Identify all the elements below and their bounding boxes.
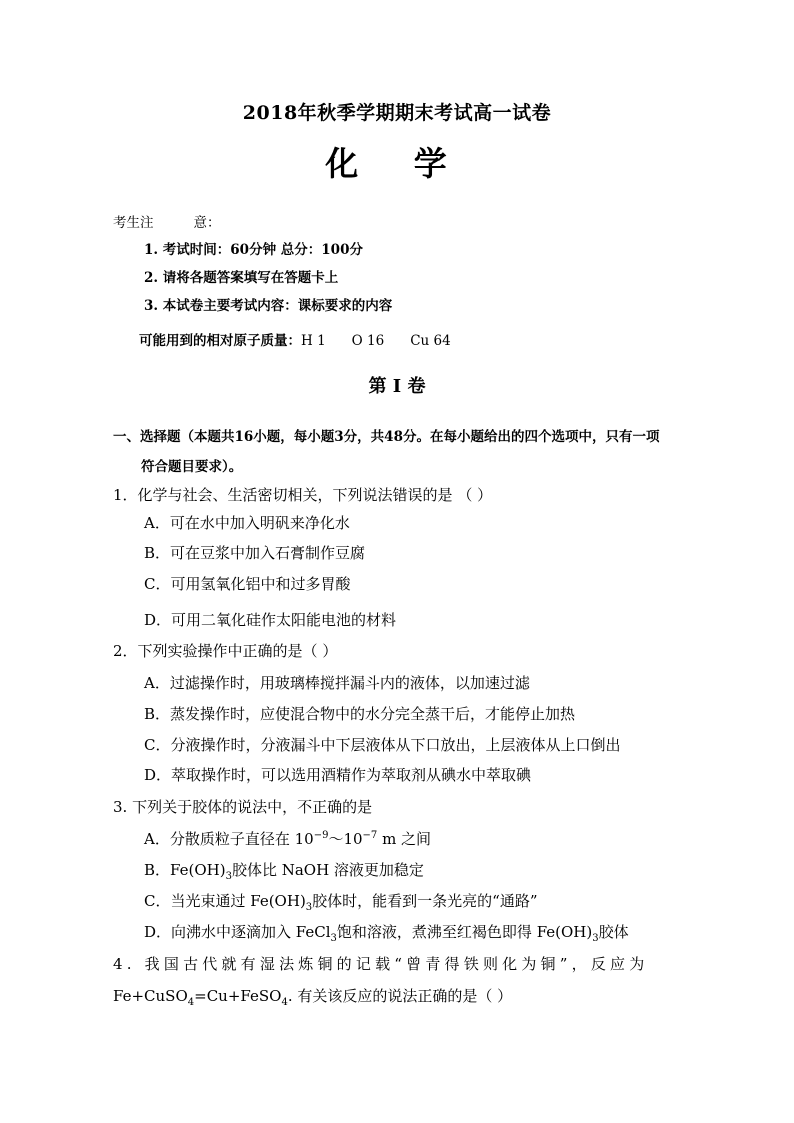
q3a-exponent-2: −7 bbox=[362, 830, 378, 841]
q3a-text-post: m 之间 bbox=[377, 830, 432, 848]
question-1-stem: 1．化学与社会、生活密切相关，下列说法错误的是 （ ） bbox=[113, 486, 493, 504]
q3d-text-post: 胶体 bbox=[598, 923, 629, 941]
q3d-text-pre: D．向沸水中逐滴加入 FeCl bbox=[144, 923, 331, 941]
note-item-time: 1. 考试时间：60分钟 总分：100分 bbox=[144, 242, 363, 258]
q3c-subscript: 3 bbox=[305, 902, 313, 913]
q4-eq-post: . 有关该反应的说法正确的是（ ） bbox=[287, 987, 513, 1005]
q4-eq-subscript-1: 4 bbox=[187, 997, 195, 1008]
section-title: 第 I 卷 bbox=[368, 376, 426, 397]
q3b-text-pre: B．Fe(OH) bbox=[144, 861, 226, 879]
atomic-mass-o: O 16 bbox=[351, 333, 385, 349]
q4-eq-subscript-2: 4 bbox=[281, 997, 288, 1008]
atomic-mass-h: H 1 bbox=[301, 333, 326, 349]
question-3-stem: 3. 下列关于胶体的说法中，不正确的是 bbox=[113, 798, 373, 816]
atomic-mass-line bbox=[139, 329, 477, 349]
q4-eq-mid: =Cu+FeSO bbox=[194, 987, 282, 1005]
q3d-subscript-1: 3 bbox=[330, 933, 337, 944]
question-3-option-b bbox=[144, 859, 424, 882]
question-1-option-c: C．可用氢氧化铝中和过多胃酸 bbox=[144, 575, 351, 593]
question-2-option-b: B．蒸发操作时，应使混合物中的水分完全蒸干后，才能停止加热 bbox=[144, 705, 576, 723]
atomic-mass-label: 可能用到的相对原子质量： bbox=[139, 333, 301, 349]
subject-title: 化 学 bbox=[325, 144, 469, 183]
question-4-stem-line2 bbox=[113, 985, 512, 1008]
question-2-option-d: D．萃取操作时，可以选用酒精作为萃取剂从碘水中萃取碘 bbox=[144, 766, 532, 784]
question-3-option-a bbox=[144, 828, 431, 849]
question-2-option-c: C．分液操作时，分液漏斗中下层液体从下口放出，上层液体从上口倒出 bbox=[144, 736, 621, 754]
q3c-text-pre: C．当光束通过 Fe(OH) bbox=[144, 892, 306, 910]
q3a-exponent-1: −9 bbox=[313, 830, 329, 841]
question-1-option-a: A．可在水中加入明矾来净化水 bbox=[144, 514, 350, 532]
q3a-text-mid: ～10 bbox=[328, 830, 363, 848]
section-instruction-line2: 符合题目要求）。 bbox=[141, 459, 243, 475]
section-instruction-line1: 一、选择题（本题共16小题，每小题3分，共48分。在每小题给出的四个选项中，只有一项 bbox=[113, 429, 660, 445]
q4-eq-pre: Fe+CuSO bbox=[113, 987, 188, 1005]
q3a-text-pre: A．分散质粒子直径在 10 bbox=[144, 830, 314, 848]
question-1-option-d: D．可用二氧化硅作太阳能电池的材料 bbox=[144, 611, 397, 629]
question-3-option-c bbox=[144, 890, 538, 913]
notes-label-b: 意： bbox=[193, 215, 221, 231]
question-1-option-b: B．可在豆浆中加入石膏制作豆腐 bbox=[144, 544, 366, 562]
notes-label bbox=[113, 211, 221, 231]
q3c-text-post: 胶体时，能看到一条光亮的“通路” bbox=[312, 892, 538, 910]
q3d-subscript-2: 3 bbox=[592, 933, 599, 944]
question-2-option-a: A．过滤操作时，用玻璃棒搅拌漏斗内的液体，以加速过滤 bbox=[144, 674, 530, 692]
question-2-stem: 2．下列实验操作中正确的是（ ） bbox=[113, 642, 338, 660]
q3b-text-post: 胶体比 NaOH 溶液更加稳定 bbox=[231, 861, 424, 879]
exam-title: 2018年秋季学期期末考试高一试卷 bbox=[242, 102, 552, 124]
question-4-stem-line1: 4. 我国古代就有湿法炼铜的记载“曾青得铁则化为铜”，反应为 bbox=[113, 955, 649, 973]
q3d-text-mid: 饱和溶液，煮沸至红褐色即得 Fe(OH) bbox=[336, 923, 593, 941]
notes-label-a: 考生注 bbox=[113, 215, 154, 231]
note-item-answer: 2. 请将各题答案填写在答题卡上 bbox=[144, 270, 339, 286]
question-3-option-d bbox=[144, 921, 629, 944]
q3b-subscript: 3 bbox=[225, 871, 232, 882]
note-item-content: 3. 本试卷主要考试内容：课标要求的内容 bbox=[144, 298, 393, 314]
atomic-mass-cu: Cu 64 bbox=[410, 333, 451, 349]
